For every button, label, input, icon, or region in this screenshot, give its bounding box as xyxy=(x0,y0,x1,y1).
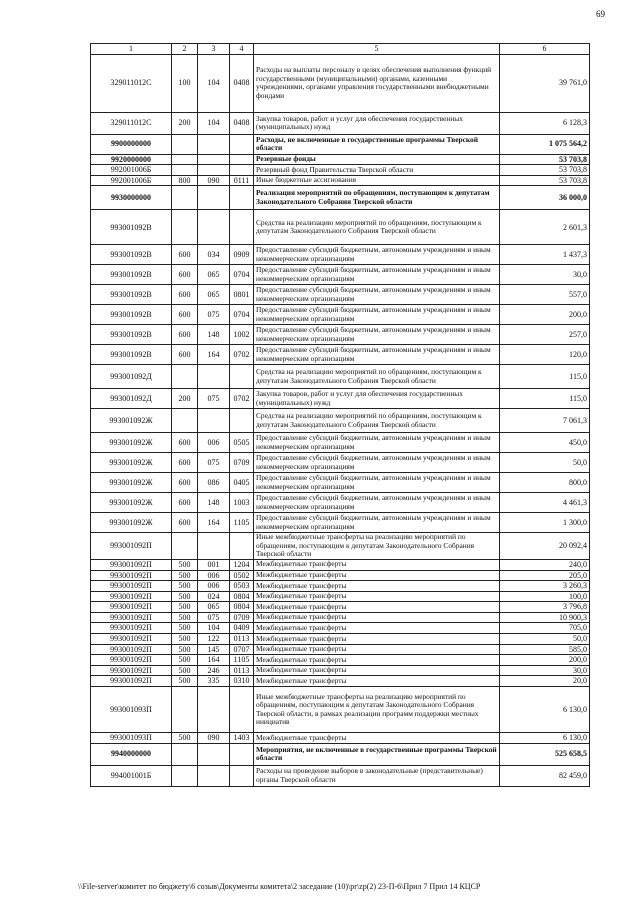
row-ministry: 001 xyxy=(198,559,230,570)
row-ministry xyxy=(198,165,230,176)
row-name: Межбюджетные трансферты xyxy=(254,634,500,645)
row-ministry xyxy=(198,186,230,210)
row-section: 0804 xyxy=(230,602,254,613)
page-number: 69 xyxy=(596,9,605,19)
row-code: 992001006Б xyxy=(91,175,172,186)
row-code: 993001092В xyxy=(91,210,172,245)
row-expense-type xyxy=(172,154,198,165)
row-sum: 100,0 xyxy=(500,591,590,602)
row-code: 993001092В xyxy=(91,345,172,365)
row-ministry xyxy=(198,365,230,389)
row-code: 9920000000 xyxy=(91,154,172,165)
row-expense-type xyxy=(172,765,198,786)
row-expense-type: 600 xyxy=(172,285,198,305)
row-sum: 115,0 xyxy=(500,365,590,389)
row-section: 0505 xyxy=(230,433,254,453)
row-ministry xyxy=(198,154,230,165)
row-expense-type xyxy=(172,186,198,210)
row-name: Предоставление субсидий бюджетным, автономным учреждениям и иным некоммерческим организациям xyxy=(254,433,500,453)
row-ministry: 164 xyxy=(198,345,230,365)
row-section: 0801 xyxy=(230,285,254,305)
row-name: Мероприятия, не включенные в государственные программы Тверской области xyxy=(254,743,500,765)
row-code: 329011012С xyxy=(91,54,172,112)
row-ministry xyxy=(198,743,230,765)
row-code: 993001092Д xyxy=(91,365,172,389)
table-row xyxy=(91,433,590,453)
row-name: Иные межбюджетные трансферты на реализацию мероприятий по обращениям, поступающим к депутатам Законодательного Собрания Тверской области xyxy=(254,533,500,560)
table-row xyxy=(91,365,590,389)
row-section: 0909 xyxy=(230,245,254,265)
row-code: 993001092П xyxy=(91,634,172,645)
row-ministry: 090 xyxy=(198,733,230,744)
row-name: Резервный фонд Правительства Тверской области xyxy=(254,165,500,176)
table-row xyxy=(91,581,590,592)
table-row xyxy=(91,389,590,409)
row-name: Средства на реализацию мероприятий по обращениям, поступающим к депутатам Законодательного Собрания Тверской области xyxy=(254,409,500,433)
row-ministry: 075 xyxy=(198,453,230,473)
row-name: Резервные фонды xyxy=(254,154,500,165)
row-ministry: 104 xyxy=(198,54,230,112)
row-expense-type: 600 xyxy=(172,245,198,265)
header-col-1: 1 xyxy=(91,44,172,55)
table-row xyxy=(91,186,590,210)
row-expense-type: 200 xyxy=(172,389,198,409)
table-row xyxy=(91,453,590,473)
row-section: 0503 xyxy=(230,581,254,592)
row-sum: 50,0 xyxy=(500,453,590,473)
row-ministry: 006 xyxy=(198,570,230,581)
row-sum: 257,0 xyxy=(500,325,590,345)
row-section: 0709 xyxy=(230,453,254,473)
row-code: 993001092В xyxy=(91,305,172,325)
row-sum: 120,0 xyxy=(500,345,590,365)
row-name: Предоставление субсидий бюджетным, автономным учреждениям и иным некоммерческим организациям xyxy=(254,325,500,345)
row-ministry: 090 xyxy=(198,175,230,186)
row-code: 993001092П xyxy=(91,623,172,634)
row-sum: 115,0 xyxy=(500,389,590,409)
row-expense-type: 600 xyxy=(172,265,198,285)
row-name: Закупка товаров, работ и услуг для обеспечения государственных (муниципальных) нужд xyxy=(254,112,500,134)
table-row xyxy=(91,305,590,325)
row-expense-type: 600 xyxy=(172,433,198,453)
row-ministry: 145 xyxy=(198,644,230,655)
row-name: Средства на реализацию мероприятий по обращениям, поступающим к депутатам Законодательного Собрания Тверской области xyxy=(254,210,500,245)
table-row xyxy=(91,210,590,245)
row-name: Расходы на выплаты персоналу в целях обеспечения выполнения функций государственными (муниципальными) органами, казенными учреждениями, органами управления государственными внебюджетными фондами xyxy=(254,54,500,112)
row-code: 993001092Ж xyxy=(91,453,172,473)
row-code: 9930000000 xyxy=(91,186,172,210)
table-row xyxy=(91,533,590,560)
row-sum: 585,0 xyxy=(500,644,590,655)
row-expense-type: 600 xyxy=(172,453,198,473)
row-section: 0405 xyxy=(230,473,254,493)
row-sum: 7 061,3 xyxy=(500,409,590,433)
row-code: 993001093П xyxy=(91,733,172,744)
row-code: 993001092Ж xyxy=(91,493,172,513)
row-name: Расходы, не включенные в государственные программы Тверской области xyxy=(254,134,500,154)
row-section: 0707 xyxy=(230,644,254,655)
row-ministry: 006 xyxy=(198,433,230,453)
row-name: Межбюджетные трансферты xyxy=(254,570,500,581)
row-ministry: 148 xyxy=(198,493,230,513)
row-ministry xyxy=(198,687,230,733)
row-section: 0709 xyxy=(230,612,254,623)
row-name: Иные бюджетные ассигнования xyxy=(254,175,500,186)
row-expense-type xyxy=(172,365,198,389)
table-row xyxy=(91,743,590,765)
row-ministry: 246 xyxy=(198,665,230,676)
row-section xyxy=(230,165,254,176)
row-expense-type xyxy=(172,409,198,433)
row-expense-type: 500 xyxy=(172,634,198,645)
row-code: 993001092Ж xyxy=(91,473,172,493)
row-sum: 6 128,3 xyxy=(500,112,590,134)
row-sum: 1 075 564,2 xyxy=(500,134,590,154)
table-row xyxy=(91,165,590,176)
row-expense-type xyxy=(172,743,198,765)
row-section xyxy=(230,365,254,389)
row-sum: 800,0 xyxy=(500,473,590,493)
row-code: 993001092П xyxy=(91,655,172,666)
row-name: Предоставление субсидий бюджетным, автономным учреждениям и иным некоммерческим организациям xyxy=(254,345,500,365)
table-row xyxy=(91,687,590,733)
table-header-row xyxy=(91,44,590,55)
table-row xyxy=(91,112,590,134)
row-sum: 450,0 xyxy=(500,433,590,453)
table-row xyxy=(91,345,590,365)
row-expense-type: 500 xyxy=(172,570,198,581)
row-expense-type: 600 xyxy=(172,513,198,533)
row-section: 1204 xyxy=(230,559,254,570)
header-col-5: 5 xyxy=(254,44,500,55)
table-row xyxy=(91,644,590,655)
table-row xyxy=(91,602,590,613)
row-sum: 50,0 xyxy=(500,634,590,645)
row-expense-type: 500 xyxy=(172,623,198,634)
row-expense-type: 800 xyxy=(172,175,198,186)
header-col-3: 3 xyxy=(198,44,230,55)
table-row xyxy=(91,54,590,112)
row-section: 0804 xyxy=(230,591,254,602)
row-section xyxy=(230,743,254,765)
row-expense-type: 600 xyxy=(172,345,198,365)
row-sum: 6 130,0 xyxy=(500,687,590,733)
row-expense-type: 500 xyxy=(172,612,198,623)
row-ministry xyxy=(198,765,230,786)
table-row xyxy=(91,591,590,602)
row-code: 992001006Б xyxy=(91,165,172,176)
row-code: 993001092П xyxy=(91,665,172,676)
row-ministry: 086 xyxy=(198,473,230,493)
row-name: Предоставление субсидий бюджетным, автономным учреждениям и иным некоммерческим организациям xyxy=(254,265,500,285)
row-name: Межбюджетные трансферты xyxy=(254,602,500,613)
table-row xyxy=(91,473,590,493)
row-section xyxy=(230,154,254,165)
table-row xyxy=(91,245,590,265)
row-expense-type: 600 xyxy=(172,493,198,513)
row-name: Межбюджетные трансферты xyxy=(254,733,500,744)
row-sum: 53 703,8 xyxy=(500,175,590,186)
row-ministry: 006 xyxy=(198,581,230,592)
row-section: 0702 xyxy=(230,389,254,409)
row-expense-type: 100 xyxy=(172,54,198,112)
row-code: 993001092Ж xyxy=(91,433,172,453)
row-sum: 3 260,3 xyxy=(500,581,590,592)
row-name: Межбюджетные трансферты xyxy=(254,591,500,602)
row-name: Межбюджетные трансферты xyxy=(254,623,500,634)
row-sum: 39 761,0 xyxy=(500,54,590,112)
row-code: 993001092П xyxy=(91,602,172,613)
row-code: 993001092П xyxy=(91,533,172,560)
row-ministry: 075 xyxy=(198,389,230,409)
row-code: 993001092П xyxy=(91,570,172,581)
row-name: Иные межбюджетные трансферты на реализацию мероприятий по обращениям, поступающим к депутатам Законодательного Собрания Тверской области, в рамках реализации программ поддержки местных инициатив xyxy=(254,687,500,733)
row-ministry: 148 xyxy=(198,325,230,345)
row-section xyxy=(230,210,254,245)
header-col-4: 4 xyxy=(230,44,254,55)
row-ministry: 164 xyxy=(198,655,230,666)
row-ministry: 335 xyxy=(198,676,230,687)
row-name: Межбюджетные трансферты xyxy=(254,559,500,570)
row-name: Реализация мероприятий по обращениям, поступающим к депутатам Законодательного Собрания Тверской области xyxy=(254,186,500,210)
row-name: Межбюджетные трансферты xyxy=(254,665,500,676)
row-expense-type xyxy=(172,165,198,176)
row-sum: 1 437,3 xyxy=(500,245,590,265)
row-sum: 36 000,0 xyxy=(500,186,590,210)
row-expense-type: 500 xyxy=(172,591,198,602)
row-ministry: 075 xyxy=(198,612,230,623)
row-sum: 557,0 xyxy=(500,285,590,305)
row-sum: 3 796,8 xyxy=(500,602,590,613)
row-code: 993001092Д xyxy=(91,389,172,409)
row-expense-type: 500 xyxy=(172,655,198,666)
row-section: 0408 xyxy=(230,112,254,134)
row-expense-type xyxy=(172,134,198,154)
row-expense-type: 500 xyxy=(172,602,198,613)
row-code: 9900000000 xyxy=(91,134,172,154)
row-ministry: 065 xyxy=(198,265,230,285)
row-expense-type: 200 xyxy=(172,112,198,134)
table-row xyxy=(91,265,590,285)
row-code: 993001092П xyxy=(91,591,172,602)
row-code: 993001092В xyxy=(91,285,172,305)
row-ministry: 104 xyxy=(198,112,230,134)
table-row xyxy=(91,285,590,305)
row-sum: 2 601,3 xyxy=(500,210,590,245)
row-ministry: 075 xyxy=(198,305,230,325)
row-section: 0502 xyxy=(230,570,254,581)
row-section xyxy=(230,134,254,154)
table-row xyxy=(91,612,590,623)
row-code: 993001092П xyxy=(91,559,172,570)
row-sum: 10 900,3 xyxy=(500,612,590,623)
row-code: 9940000000 xyxy=(91,743,172,765)
row-name: Средства на реализацию мероприятий по обращениям, поступающим к депутатам Законодательного Собрания Тверской области xyxy=(254,365,500,389)
table-row xyxy=(91,665,590,676)
row-ministry: 065 xyxy=(198,285,230,305)
row-section: 1403 xyxy=(230,733,254,744)
row-ministry xyxy=(198,134,230,154)
row-name: Предоставление субсидий бюджетным, автономным учреждениям и иным некоммерческим организациям xyxy=(254,493,500,513)
table-row xyxy=(91,175,590,186)
row-code: 993001092В xyxy=(91,325,172,345)
table-row xyxy=(91,733,590,744)
table-row xyxy=(91,513,590,533)
row-section: 0113 xyxy=(230,665,254,676)
table-row xyxy=(91,655,590,666)
row-section: 1105 xyxy=(230,513,254,533)
row-expense-type: 500 xyxy=(172,644,198,655)
row-section: 1003 xyxy=(230,493,254,513)
row-expense-type xyxy=(172,687,198,733)
row-expense-type: 500 xyxy=(172,665,198,676)
row-sum: 200,0 xyxy=(500,305,590,325)
row-sum: 525 658,5 xyxy=(500,743,590,765)
row-section: 0702 xyxy=(230,345,254,365)
file-path-footer: \\File-server\комитет по бюджету\6 созыв\Документы комитета\2 заседание (10)\pr\zp(2) 23-П-6\Прил 7 Прил 14 КЦСР xyxy=(78,882,481,891)
row-sum: 4 461,3 xyxy=(500,493,590,513)
table-row xyxy=(91,559,590,570)
row-sum: 82 459,0 xyxy=(500,765,590,786)
row-sum: 53 703,8 xyxy=(500,165,590,176)
row-section: 0409 xyxy=(230,623,254,634)
table-row xyxy=(91,676,590,687)
row-name: Межбюджетные трансферты xyxy=(254,655,500,666)
row-sum: 1 300,0 xyxy=(500,513,590,533)
row-section xyxy=(230,765,254,786)
row-code: 993001092П xyxy=(91,581,172,592)
row-sum: 705,0 xyxy=(500,623,590,634)
row-ministry xyxy=(198,409,230,433)
row-ministry: 065 xyxy=(198,602,230,613)
row-ministry: 024 xyxy=(198,591,230,602)
row-sum: 30,0 xyxy=(500,665,590,676)
row-name: Межбюджетные трансферты xyxy=(254,581,500,592)
row-sum: 20,0 xyxy=(500,676,590,687)
row-expense-type: 500 xyxy=(172,676,198,687)
row-name: Предоставление субсидий бюджетным, автономным учреждениям и иным некоммерческим организациям xyxy=(254,513,500,533)
row-expense-type xyxy=(172,533,198,560)
table-row xyxy=(91,325,590,345)
row-ministry: 122 xyxy=(198,634,230,645)
row-code: 993001092П xyxy=(91,644,172,655)
row-name: Предоставление субсидий бюджетным, автономным учреждениям и иным некоммерческим организациям xyxy=(254,285,500,305)
row-sum: 53 703,8 xyxy=(500,154,590,165)
row-ministry: 164 xyxy=(198,513,230,533)
row-code: 993001092В xyxy=(91,265,172,285)
row-section: 0408 xyxy=(230,54,254,112)
header-col-6: 6 xyxy=(500,44,590,55)
row-expense-type xyxy=(172,210,198,245)
row-section xyxy=(230,687,254,733)
row-section: 1105 xyxy=(230,655,254,666)
row-sum: 30,0 xyxy=(500,265,590,285)
row-sum: 200,0 xyxy=(500,655,590,666)
row-section: 1002 xyxy=(230,325,254,345)
row-name: Предоставление субсидий бюджетным, автономным учреждениям и иным некоммерческим организациям xyxy=(254,453,500,473)
row-section: 0113 xyxy=(230,634,254,645)
row-name: Межбюджетные трансферты xyxy=(254,644,500,655)
row-section xyxy=(230,533,254,560)
row-code: 993001093П xyxy=(91,687,172,733)
row-expense-type: 500 xyxy=(172,581,198,592)
row-sum: 6 130,0 xyxy=(500,733,590,744)
row-expense-type: 500 xyxy=(172,559,198,570)
row-section: 0111 xyxy=(230,175,254,186)
row-section: 0310 xyxy=(230,676,254,687)
row-ministry: 104 xyxy=(198,623,230,634)
row-section: 0704 xyxy=(230,305,254,325)
table-row xyxy=(91,134,590,154)
table-row xyxy=(91,409,590,433)
table-row xyxy=(91,570,590,581)
row-name: Межбюджетные трансферты xyxy=(254,612,500,623)
row-sum: 205,0 xyxy=(500,570,590,581)
row-section xyxy=(230,186,254,210)
row-ministry xyxy=(198,210,230,245)
table-row xyxy=(91,154,590,165)
table-row xyxy=(91,493,590,513)
row-expense-type: 500 xyxy=(172,733,198,744)
row-expense-type: 600 xyxy=(172,305,198,325)
row-name: Предоставление субсидий бюджетным, автономным учреждениям и иным некоммерческим организациям xyxy=(254,473,500,493)
row-ministry: 034 xyxy=(198,245,230,265)
row-code: 993001092Ж xyxy=(91,409,172,433)
header-col-2: 2 xyxy=(172,44,198,55)
row-name: Расходы на проведение выборов в законодательные (представительные) органы Тверской области xyxy=(254,765,500,786)
row-name: Межбюджетные трансферты xyxy=(254,676,500,687)
table-row xyxy=(91,765,590,786)
row-expense-type: 600 xyxy=(172,325,198,345)
table-row xyxy=(91,634,590,645)
row-section: 0704 xyxy=(230,265,254,285)
row-code: 329011012С xyxy=(91,112,172,134)
row-expense-type: 600 xyxy=(172,473,198,493)
table-row xyxy=(91,623,590,634)
row-section xyxy=(230,409,254,433)
row-code: 993001092П xyxy=(91,676,172,687)
row-sum: 20 092,4 xyxy=(500,533,590,560)
row-name: Предоставление субсидий бюджетным, автономным учреждениям и иным некоммерческим организациям xyxy=(254,245,500,265)
row-code: 993001092П xyxy=(91,612,172,623)
row-code: 994001001Б xyxy=(91,765,172,786)
row-ministry xyxy=(198,533,230,560)
row-name: Закупка товаров, работ и услуг для обеспечения государственных (муниципальных) нужд xyxy=(254,389,500,409)
row-code: 993001092В xyxy=(91,245,172,265)
row-name: Предоставление субсидий бюджетным, автономным учреждениям и иным некоммерческим организациям xyxy=(254,305,500,325)
row-sum: 240,0 xyxy=(500,559,590,570)
budget-table xyxy=(90,43,590,787)
row-code: 993001092Ж xyxy=(91,513,172,533)
